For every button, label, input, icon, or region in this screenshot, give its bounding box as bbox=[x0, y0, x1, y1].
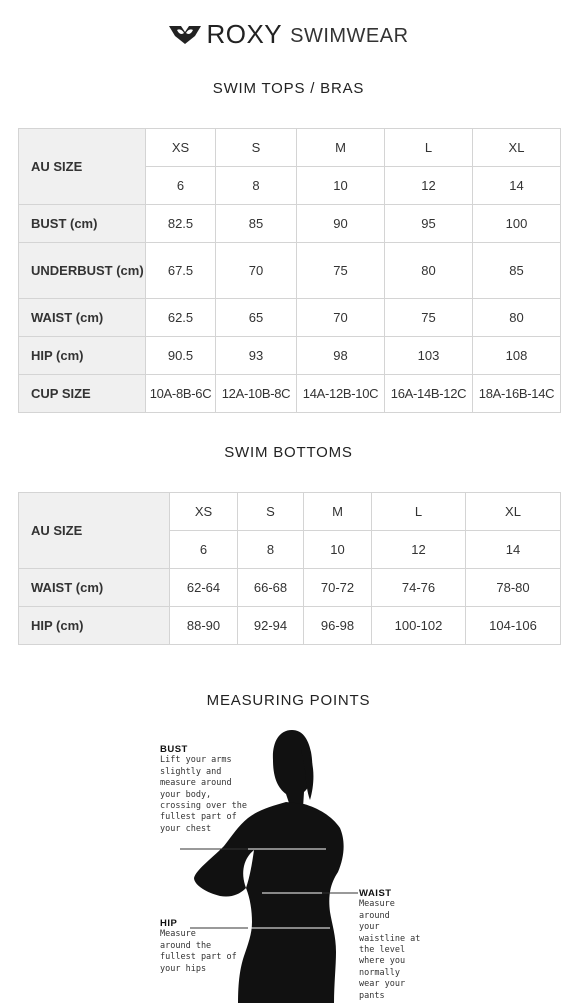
hip-note-line: your hips bbox=[160, 963, 207, 974]
row-label: BUST (cm) bbox=[19, 205, 146, 243]
cell: 75 bbox=[297, 243, 385, 299]
size-letter: S bbox=[216, 129, 297, 167]
cell: 12A-10B-8C bbox=[216, 375, 297, 413]
row-label: UNDERBUST (cm) bbox=[19, 243, 146, 299]
cell: 74-76 bbox=[372, 569, 466, 607]
size-number: 12 bbox=[372, 531, 466, 569]
cell: 65 bbox=[216, 299, 297, 337]
hip-note-line: fullest part of bbox=[160, 952, 237, 963]
waist-note-line: around bbox=[359, 910, 390, 921]
size-letter: XS bbox=[146, 129, 216, 167]
cell: 62-64 bbox=[170, 569, 238, 607]
cell: 90.5 bbox=[146, 337, 216, 375]
cell: 103 bbox=[385, 337, 473, 375]
waist-note bbox=[359, 888, 420, 1002]
cell: 85 bbox=[216, 205, 297, 243]
cell: 104-106 bbox=[466, 607, 561, 645]
cell: 78-80 bbox=[466, 569, 561, 607]
size-letter: S bbox=[238, 493, 304, 531]
brand-subtitle: SWIMWEAR bbox=[290, 24, 409, 47]
cell: 85 bbox=[473, 243, 561, 299]
cell: 66-68 bbox=[238, 569, 304, 607]
hip-note-line: Measure bbox=[160, 929, 196, 940]
cell: 14A-12B-10C bbox=[297, 375, 385, 413]
waist-note-line: normally bbox=[359, 967, 400, 978]
bust-note-line: fullest part of bbox=[160, 812, 237, 823]
waist-note-line: waistline at bbox=[359, 933, 421, 944]
tops-bust-row bbox=[19, 205, 561, 243]
cell: 108 bbox=[473, 337, 561, 375]
hip-note-line: around the bbox=[160, 940, 212, 951]
waist-note-line: pants bbox=[359, 990, 385, 1001]
cell: 82.5 bbox=[146, 205, 216, 243]
cell: 93 bbox=[216, 337, 297, 375]
size-number: 8 bbox=[238, 531, 304, 569]
bust-note-line: slightly and bbox=[160, 766, 222, 777]
measuring-title: MEASURING POINTS bbox=[206, 692, 371, 709]
size-letter: M bbox=[297, 129, 385, 167]
size-number: 8 bbox=[216, 167, 297, 205]
cell: 80 bbox=[473, 299, 561, 337]
cell: 16A-14B-12C bbox=[385, 375, 473, 413]
au-size-label: AU SIZE bbox=[19, 129, 146, 205]
cell: 70 bbox=[216, 243, 297, 299]
cell: 70-72 bbox=[304, 569, 372, 607]
tops-cup-row bbox=[19, 375, 561, 413]
bust-note-line: your chest bbox=[160, 823, 212, 834]
row-label: CUP SIZE bbox=[19, 375, 146, 413]
bust-note-line: your body, bbox=[160, 789, 212, 800]
size-number: 14 bbox=[473, 167, 561, 205]
tops-letter-row bbox=[19, 129, 561, 167]
row-label: HIP (cm) bbox=[19, 337, 146, 375]
bust-note bbox=[160, 744, 247, 835]
size-number: 10 bbox=[304, 531, 372, 569]
bottoms-letter-row bbox=[19, 493, 561, 531]
cell: 75 bbox=[385, 299, 473, 337]
cell: 100 bbox=[473, 205, 561, 243]
size-letter: XL bbox=[466, 493, 561, 531]
cell: 100-102 bbox=[372, 607, 466, 645]
size-number: 14 bbox=[466, 531, 561, 569]
size-number: 10 bbox=[297, 167, 385, 205]
bottoms-size-table bbox=[18, 492, 561, 645]
bottoms-waist-row bbox=[19, 569, 561, 607]
cell: 90 bbox=[297, 205, 385, 243]
waist-note-line: wear your bbox=[359, 979, 406, 990]
size-letter: XL bbox=[473, 129, 561, 167]
bust-note-title: BUST bbox=[160, 744, 188, 755]
row-label: WAIST (cm) bbox=[19, 299, 146, 337]
bottoms-title: SWIM BOTTOMS bbox=[224, 444, 353, 461]
cell: 70 bbox=[297, 299, 385, 337]
size-letter: L bbox=[385, 129, 473, 167]
bust-note-line: measure around bbox=[160, 778, 232, 789]
row-label: HIP (cm) bbox=[19, 607, 170, 645]
hip-note bbox=[160, 918, 237, 975]
hip-note-title: HIP bbox=[160, 918, 178, 929]
waist-note-title: WAIST bbox=[359, 888, 392, 899]
waist-note-line: where you bbox=[359, 956, 406, 967]
cell: 88-90 bbox=[170, 607, 238, 645]
roxy-heart-icon bbox=[168, 23, 202, 45]
size-letter: M bbox=[304, 493, 372, 531]
bust-note-line: crossing over the bbox=[160, 801, 247, 812]
tops-title: SWIM TOPS / BRAS bbox=[212, 80, 365, 97]
cell: 67.5 bbox=[146, 243, 216, 299]
waist-note-line: Measure bbox=[359, 899, 395, 910]
waist-note-line: your bbox=[359, 922, 380, 933]
cell: 96-98 bbox=[304, 607, 372, 645]
cell: 18A-16B-14C bbox=[473, 375, 561, 413]
bottoms-hip-row bbox=[19, 607, 561, 645]
cell: 92-94 bbox=[238, 607, 304, 645]
row-label: WAIST (cm) bbox=[19, 569, 170, 607]
cell: 98 bbox=[297, 337, 385, 375]
size-number: 12 bbox=[385, 167, 473, 205]
cell: 10A-8B-6C bbox=[146, 375, 216, 413]
brand-name: ROXY bbox=[206, 18, 283, 49]
size-letter: XS bbox=[170, 493, 238, 531]
size-letter: L bbox=[372, 493, 466, 531]
bust-note-line: Lift your arms bbox=[160, 755, 232, 766]
size-number: 6 bbox=[146, 167, 216, 205]
size-number: 6 bbox=[170, 531, 238, 569]
tops-size-table bbox=[18, 128, 561, 413]
tops-waist-row bbox=[19, 299, 561, 337]
brand-header bbox=[0, 18, 577, 50]
tops-hip-row bbox=[19, 337, 561, 375]
cell: 95 bbox=[385, 205, 473, 243]
cell: 80 bbox=[385, 243, 473, 299]
au-size-label: AU SIZE bbox=[19, 493, 170, 569]
waist-note-line: the level bbox=[359, 945, 406, 956]
tops-underbust-row bbox=[19, 243, 561, 299]
cell: 62.5 bbox=[146, 299, 216, 337]
